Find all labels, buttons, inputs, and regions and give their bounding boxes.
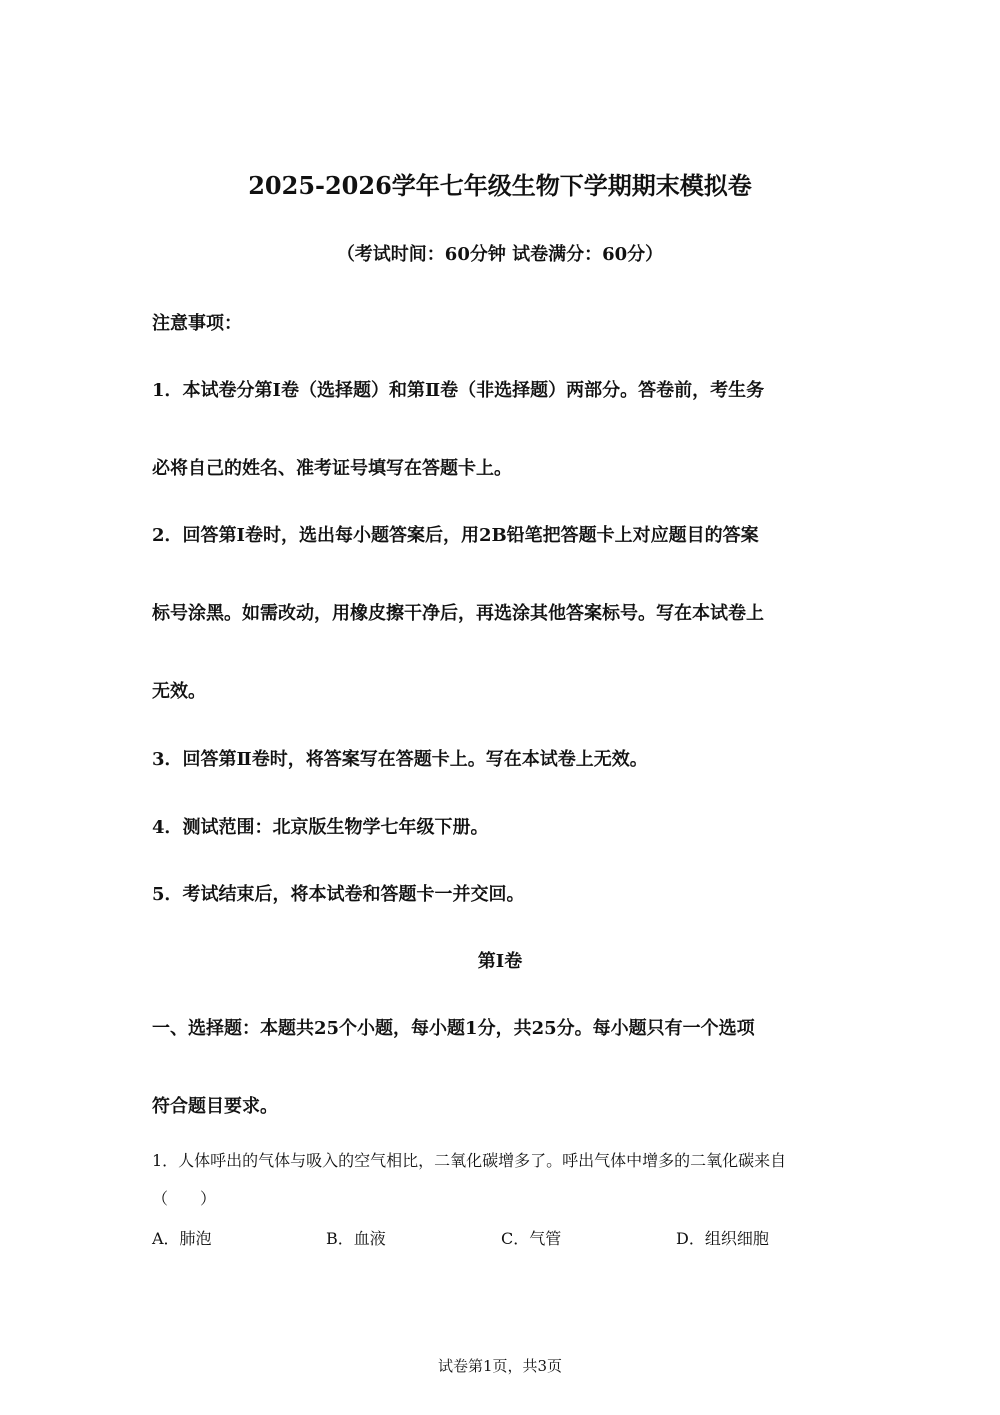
note-line: 必将自己的姓名、准考证号填写在答题卡上。 — [152, 458, 512, 479]
exam-subtitle: （考试时间：60分钟 试卷满分：60分） — [336, 244, 664, 265]
note-line: 标号涂黑。如需改动，用橡皮擦干净后，再选涂其他答案标号。写在本试卷上 — [152, 603, 764, 624]
section-instruction: 一、选择题：本题共25个小题，每小题1分，共25分。每小题只有一个选项 — [152, 1018, 755, 1039]
note-line: 4．测试范围：北京版生物学七年级下册。 — [152, 817, 489, 838]
note-line: 2．回答第Ⅰ卷时，选出每小题答案后，用2B铅笔把答题卡上对应题目的答案 — [152, 525, 759, 546]
section-instruction: 符合题目要求。 — [152, 1096, 278, 1117]
question-stem: 1．人体呼出的气体与吸入的空气相比，二氧化碳增多了。呼出气体中增多的二氧化碳来自 — [152, 1151, 787, 1170]
notes-heading: 注意事项： — [152, 313, 242, 334]
exam-title: 2025-2026学年七年级生物下学期期末模拟卷 — [248, 171, 752, 200]
note-line: 5．考试结束后，将本试卷和答题卡一并交回。 — [152, 884, 525, 905]
option-b: B．血液 — [326, 1229, 386, 1248]
page-footer: 试卷第1页，共3页 — [437, 1357, 563, 1375]
note-line: 无效。 — [152, 681, 206, 702]
option-d: D．组织细胞 — [676, 1229, 769, 1248]
section-label: 第Ⅰ卷 — [477, 951, 523, 972]
option-c: C．气管 — [501, 1229, 562, 1248]
option-a: A．肺泡 — [152, 1229, 212, 1248]
note-line: 1．本试卷分第Ⅰ卷（选择题）和第Ⅱ卷（非选择题）两部分。答卷前，考生务 — [152, 380, 765, 401]
note-line: 3．回答第Ⅱ卷时，将答案写在答题卡上。写在本试卷上无效。 — [152, 749, 648, 770]
question-blank: （ ） — [152, 1189, 217, 1208]
